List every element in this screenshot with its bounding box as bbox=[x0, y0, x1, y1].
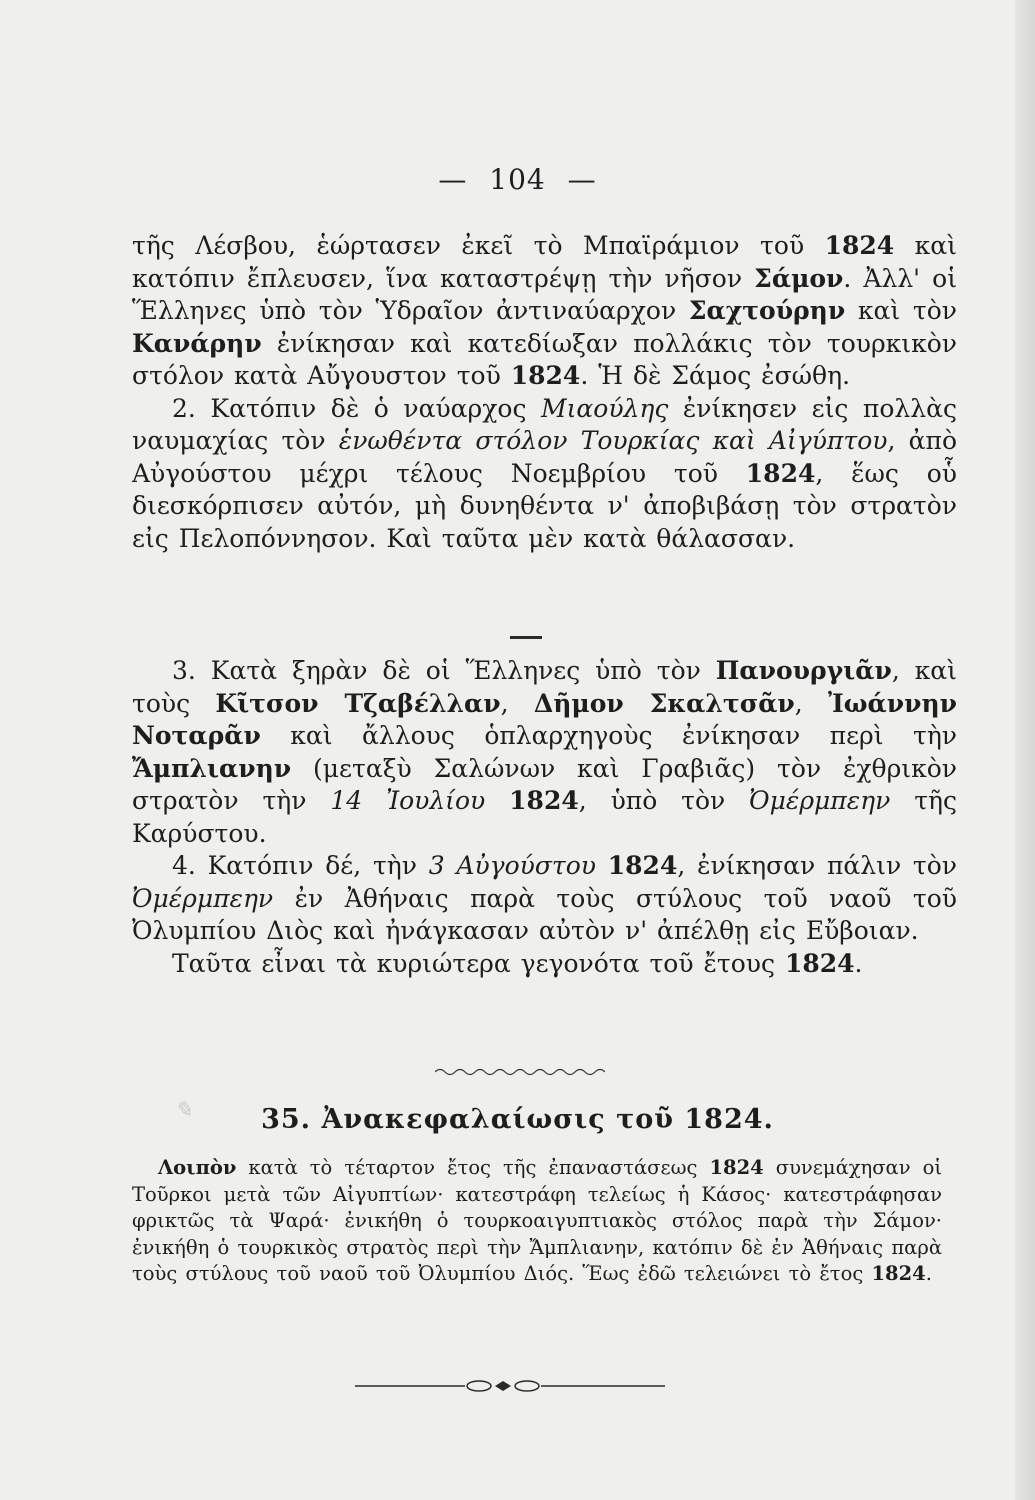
text-run: συνεμάχησαν οἱ Τοῦρκοι μετὰ τῶν Αἰγυπτίων· κατεστράφη τελείως ἡ Κάσος· κατεστράφησαν φρικτῶς τὰ Ψαρά· ἐνικήθη ὁ τουρκοαιγυπτιακὸς στόλος παρὰ τὴν Σάμον· ἐνικήθη ὁ τουρκικὸς στρατὸς περὶ τὴν Ἄμπλιανην, κατόπιν δὲ ἐν Ἀθήναις παρὰ τοὺς στύλους τοῦ ναοῦ τοῦ Ὀλυμπίου Διός. Ἕως ἐδῶ τελειώνει τὸ ἔτος bbox=[132, 1156, 942, 1286]
text-run bbox=[596, 851, 608, 880]
text-run: τῆς Λέσβου, ἑώρτασεν ἐκεῖ τὸ Μπαϊράμιον τοῦ bbox=[132, 231, 825, 260]
paragraph-5 bbox=[132, 948, 957, 981]
italic-phrase: ἑνωθέντα στόλον Τουρκίας καὶ Αἰγύπτου bbox=[338, 426, 888, 455]
text-run: κατὰ τὸ τέταρτον ἔτος τῆς ἐπαναστάσεως bbox=[236, 1156, 710, 1179]
text-run: 3. Κατὰ ξηρὰν δὲ οἱ Ἕλληνες ὑπὸ τὸν bbox=[172, 656, 716, 685]
text-run: ἐνίκησαν καὶ κατεδίωξαν πολλάκις τὸν τουρκικὸν στόλον κατὰ Αὔγουστον τοῦ bbox=[132, 328, 957, 390]
text-run: 2. Κατόπιν δὲ ὁ ναύαρχος bbox=[172, 393, 541, 423]
year: 1824 bbox=[510, 361, 581, 390]
year: 1824 bbox=[871, 1262, 926, 1286]
text-run: ἐν Ἀθήναις παρὰ τοὺς στύλους τοῦ ναοῦ τοῦ Ὀλυμπίου Διὸς καὶ ἠνάγκασαν αὐτὸν ν' ἀπέλθῃ εἰς Εὔβοιαν. bbox=[132, 883, 957, 945]
section-divider-dash bbox=[510, 636, 542, 639]
text-run: . bbox=[925, 1262, 932, 1286]
person-name: Δῆμον Σκαλτσᾶν bbox=[533, 688, 795, 718]
section-number: 35. bbox=[261, 1104, 312, 1135]
date: 3 Αὐγούστου bbox=[428, 851, 596, 880]
paragraph-3 bbox=[132, 655, 957, 850]
person-name: Κῖτσον Τζαβέλλαν bbox=[215, 688, 501, 718]
text-run: 4. Κατόπιν δέ, τὴν bbox=[172, 851, 429, 880]
text-run: καὶ κατόπιν ἔπλευσεν, ἵνα καταστρέψῃ τὴν νῆσον bbox=[132, 231, 957, 293]
text-run: καὶ τὸν bbox=[845, 296, 957, 325]
paragraph-4 bbox=[132, 850, 957, 948]
year: 1824 bbox=[824, 231, 895, 260]
text-run: , bbox=[794, 688, 829, 718]
person-name: Ὀμέρμπεην bbox=[749, 786, 891, 815]
person-name: Σαχτούρην bbox=[688, 296, 846, 325]
header-dash-left: — bbox=[438, 163, 468, 196]
lead-word: Λοιπὸν bbox=[158, 1156, 237, 1179]
text-run: , ἐνίκησαν πάλιν τὸν bbox=[677, 851, 957, 880]
end-ornament bbox=[355, 1378, 665, 1394]
header-dash-right: — bbox=[567, 163, 597, 196]
person-name: Πανουργιᾶν bbox=[715, 656, 892, 685]
text-run: . Ἡ δὲ Σάμος ἐσώθη. bbox=[580, 361, 851, 390]
text-run: (μεταξὺ Σαλώνων καὶ Γραβιᾶς) τὸν ἐχθρικὸν στρατὸν τὴν bbox=[132, 753, 957, 815]
text-run: , ἀπὸ Αὐγούστου μέχρι τέλους Νοεμβρίου τοῦ bbox=[132, 426, 957, 488]
section-35-title bbox=[0, 1104, 1035, 1135]
paragraph-1 bbox=[132, 230, 957, 393]
wavy-divider bbox=[435, 1066, 605, 1078]
page-edge bbox=[1015, 0, 1035, 1500]
date: 14 Ἰουλίου bbox=[330, 786, 486, 815]
year: 1824 bbox=[607, 851, 678, 880]
text-run: ἐνίκησεν εἰς πολλὰς ναυμαχίας τὸν bbox=[132, 393, 957, 455]
text-run: , bbox=[500, 688, 534, 718]
page-header bbox=[0, 163, 1035, 196]
faint-handwritten-mark: ✎ bbox=[174, 1098, 193, 1123]
section-title-text: Ἀνακεφαλαίωσις τοῦ 1824. bbox=[321, 1104, 774, 1135]
text-run: καὶ ἄλλους ὁπλαρχηγοὺς ἐνίκησαν περὶ τὴν bbox=[260, 721, 957, 750]
place-name: Ἄμπλιανην bbox=[132, 753, 292, 783]
summary-paragraph bbox=[132, 1155, 942, 1288]
text-run: . Ἀλλ' οἱ Ἕλληνες ὑπὸ τὸν Ὑδραῖον ἀντιναύαρχον bbox=[132, 263, 958, 325]
text-run: . bbox=[854, 948, 863, 978]
year: 1824 bbox=[745, 458, 816, 488]
text-run bbox=[485, 786, 509, 815]
section-35-body bbox=[132, 1155, 942, 1288]
text-run: τῆς Καρύστου. bbox=[132, 786, 958, 848]
year: 1824 bbox=[709, 1156, 764, 1179]
person-name: Ὀμέρμπεην bbox=[132, 883, 274, 913]
section-34-land bbox=[132, 655, 957, 980]
text-run: , καὶ τοὺς bbox=[132, 656, 957, 718]
person-name: Κανάρην bbox=[132, 328, 262, 358]
person-name: Μιαούλης bbox=[540, 393, 669, 423]
text-run: , ὑπὸ τὸν bbox=[578, 786, 750, 815]
paragraph-2 bbox=[132, 393, 957, 556]
text-run: , ἕως οὗ διεσκόρπισεν αὐτόν, μὴ δυνηθέντα ν' ἀποβιβάσῃ τὸν στρατὸν εἰς Πελοπόννησον. Καὶ ταῦτα μὲν κατὰ θάλασσαν. bbox=[132, 458, 957, 553]
person-name: Ἰωάννην Νοταρᾶν bbox=[132, 688, 957, 750]
page-number: 104 bbox=[489, 163, 546, 196]
year: 1824 bbox=[509, 786, 579, 815]
place-name: Σάμον bbox=[754, 263, 844, 293]
year: 1824 bbox=[784, 948, 855, 978]
text-run: Ταῦτα εἶναι τὰ κυριώτερα γεγονότα τοῦ ἔτους bbox=[172, 948, 785, 978]
section-34-body bbox=[132, 230, 957, 555]
